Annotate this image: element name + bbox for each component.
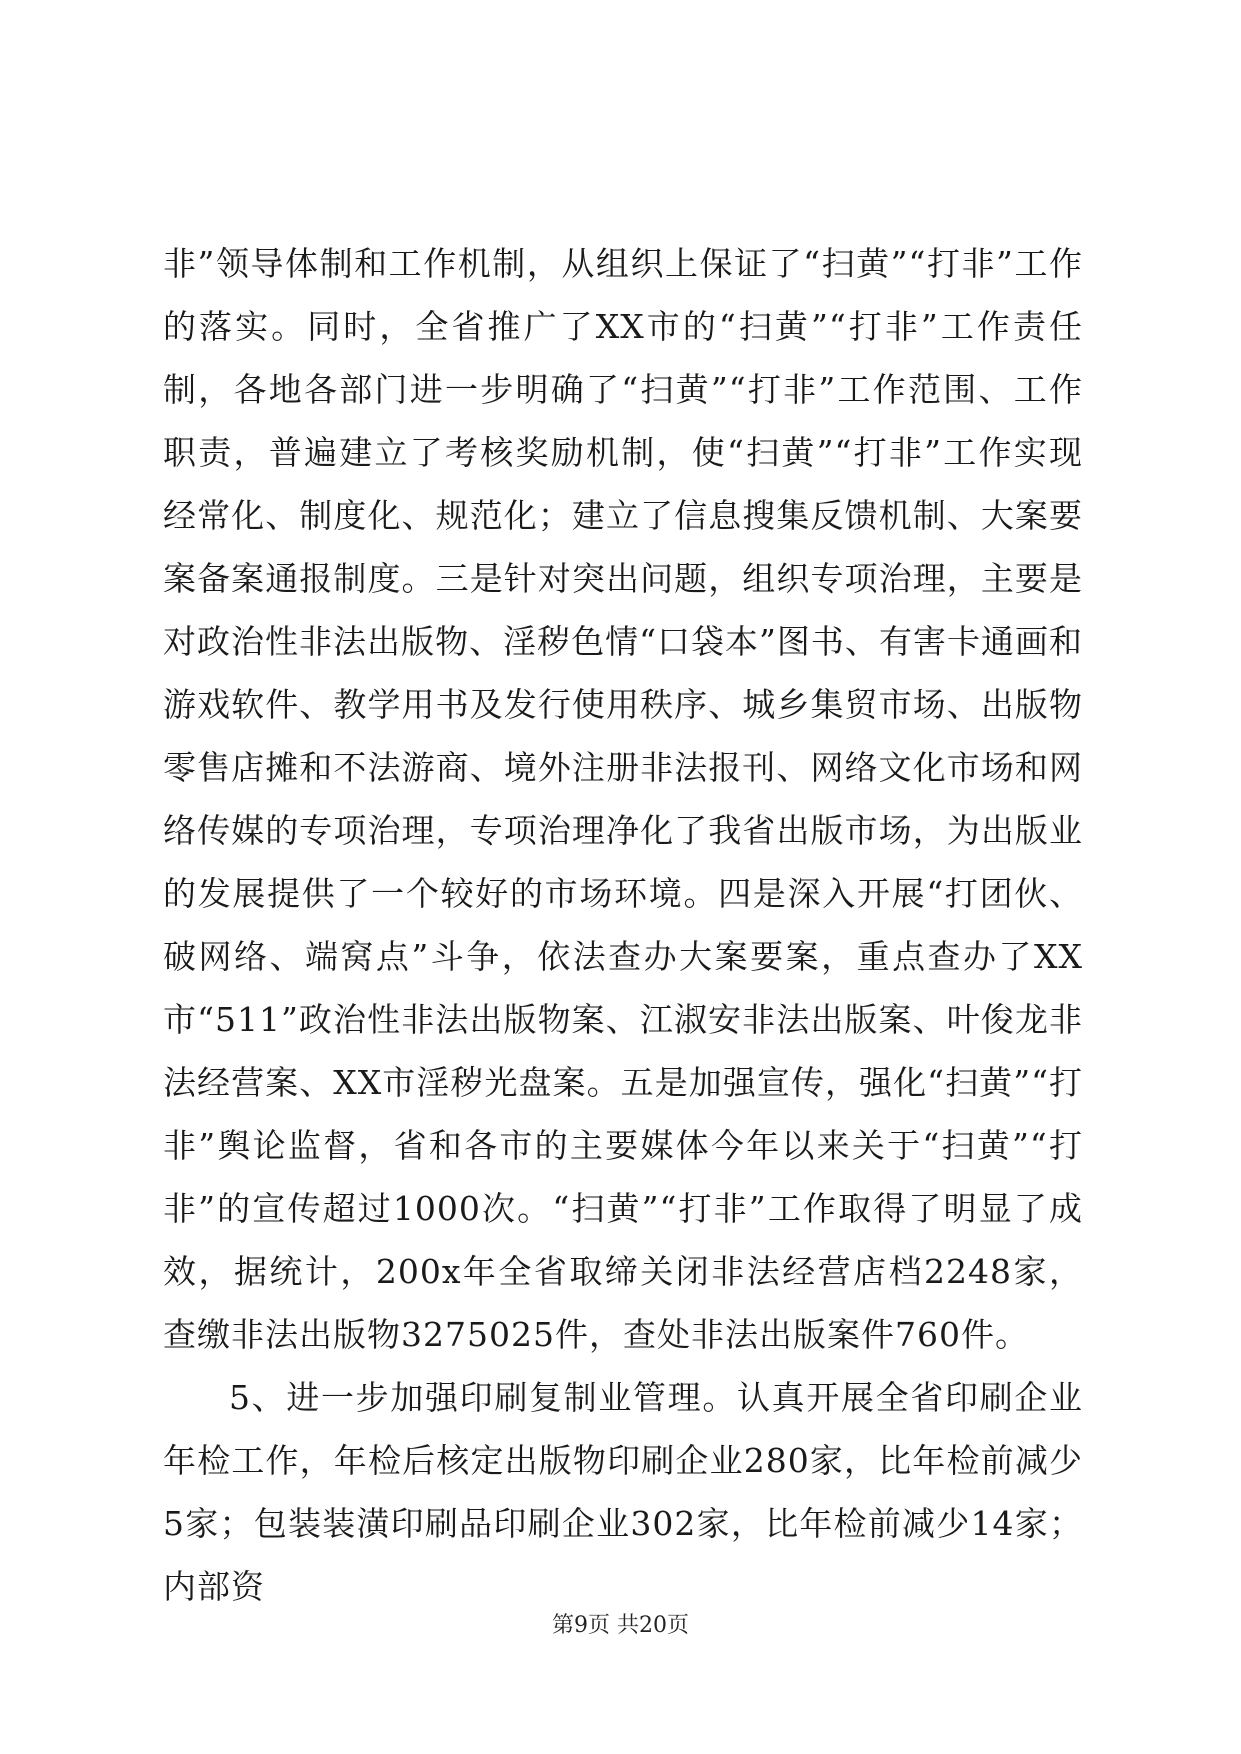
paragraph-printing-management: 5、进一步加强印刷复制业管理。认真开展全省印刷企业年检工作，年检后核定出版物印刷企业280家，比年检前减少5家；包装装潢印刷品印刷企业302家，比年检前减少14家；内部资 [163,1378,1083,1606]
document-body [163,232,1083,1618]
paragraph-continuation: 非”领导体制和工作机制，从组织上保证了“扫黄”“打非”工作的落实。同时，全省推广了XX市的“扫黄”“打非”工作责任制，各地各部门进一步明确了“扫黄”“打非”工作范围、工作职责，普遍建立了考核奖励机制，使“扫黄”“打非”工作实现经常化、制度化、规范化；建立了信息搜集反馈机制、大案要案备案通报制度。三是针对突出问题，组织专项治理，主要是对政治性非法出版物、淫秽色情“口袋本”图书、有害卡通画和游戏软件、教学用书及发行使用秩序、城乡集贸市场、出版物零售店摊和不法游商、境外注册非法报刊、网络文化市场和网络传媒的专项治理，专项治理净化了我省出版市场，为出版业的发展提供了一个较好的市场环境。四是深入开展“打团伙、破网络、端窝点”斗争，依法查办大案要案，重点查办了XX市“511”政治性非法出版物案、江淑安非法出版案、叶俊龙非法经营案、XX市淫秽光盘案。五是加强宣传，强化“扫黄”“打非”舆论监督，省和各市的主要媒体今年以来关于“扫黄”“打非”的宣传超过1000次。“扫黄”“打非”工作取得了明显了成效，据统计，200x年全省取缔关闭非法经营店档2248家，查缴非法出版物3275025件，查处非法出版案件760件。 [163,244,1083,1354]
page-footer: 第9页 共20页 [552,1613,689,1638]
